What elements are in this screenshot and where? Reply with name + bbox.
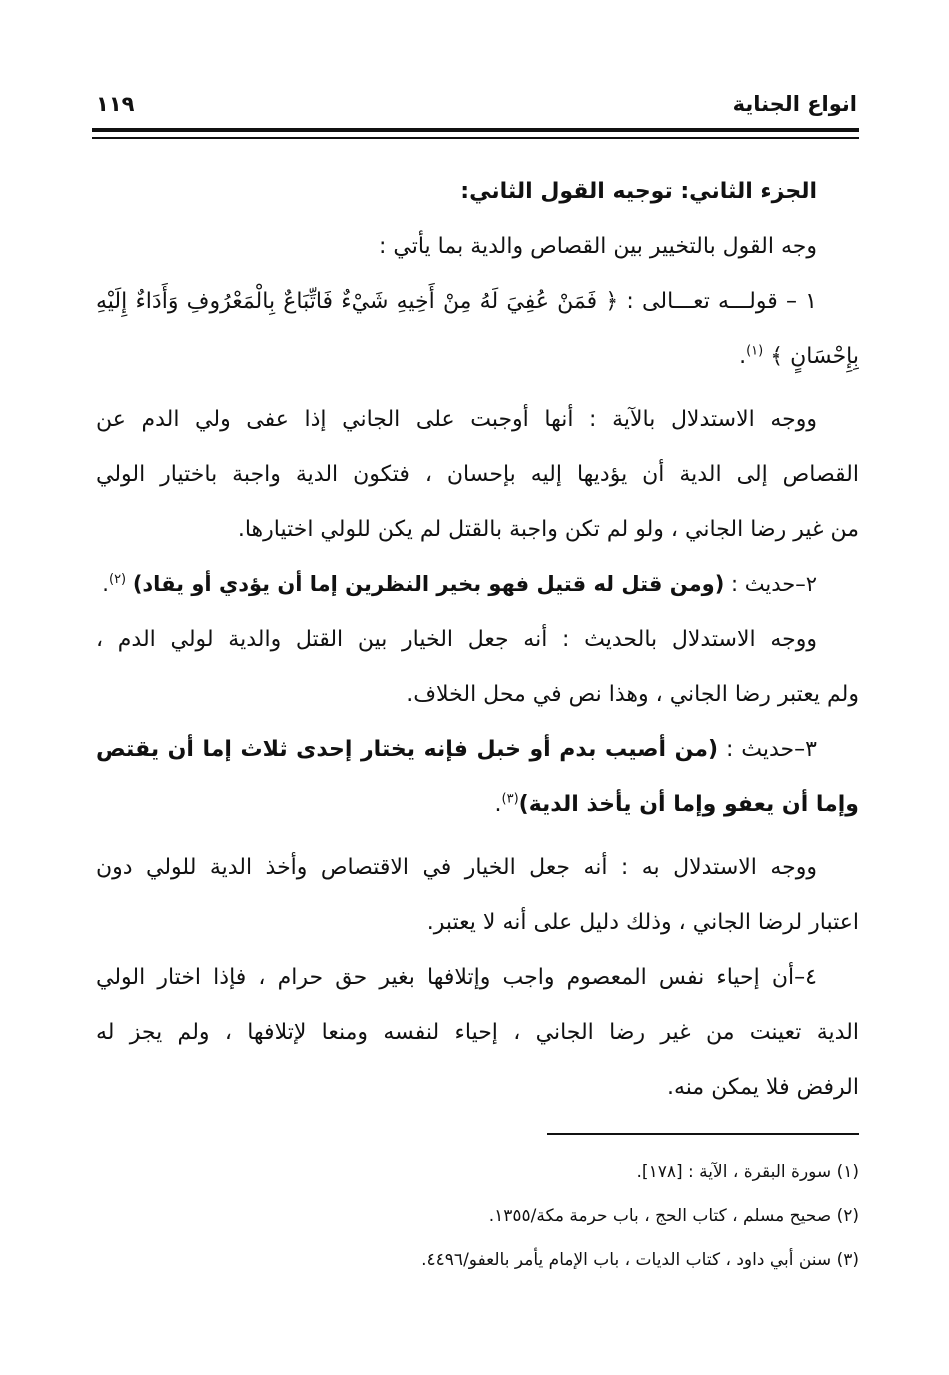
hadith-quote-3-part-2: وإما أن يعفو وإما أن يأخذ الدية) xyxy=(518,792,859,817)
page-number: ١١٩ xyxy=(96,92,135,116)
item-3-line-2 xyxy=(96,777,859,832)
item-1-line-1: ١ – قولـــه تعـــالى : ﴿ فَمَنْ عُفِيَ لَهُ مِنْ أَخِيهِ شَيْءٌ فَاتِّبَاعٌ بِالْمَعْرُوفِ وَأَدَاءٌ إِلَيْهِ xyxy=(96,289,817,314)
running-title: انواع الجناية xyxy=(732,92,857,116)
footnote-ref-1: (١) xyxy=(746,343,764,359)
main-text xyxy=(96,164,859,1115)
header-rule-thin xyxy=(92,137,859,139)
footnote-1: (١) سورة البقرة ، الآية : [١٧٨]. xyxy=(636,1162,859,1182)
paragraph-3-line-2: اعتبار لرضا الجاني ، وذلك دليل على أنه لا يعتبر. xyxy=(426,910,859,935)
paragraph-1-line-1: ووجه الاستدلال بالآية : أنها أوجبت على الجاني إذا عفى ولي الدم عن xyxy=(96,407,817,432)
paragraph-1-line-3: من غير رضا الجاني ، ولو لم تكن واجبة بالقتل لم يكن للولي اختيارها. xyxy=(237,517,859,542)
item-4-line-3: الرفض فلا يمكن منه. xyxy=(667,1075,859,1100)
quran-verse-end: بِإِحْسَانٍ ﴾ xyxy=(770,344,859,369)
item-1-period: . xyxy=(739,344,747,369)
footnote-separator xyxy=(547,1133,859,1135)
item-4-line-1: ٤–أن إحياء نفس المعصوم واجب وإتلافها بغير حق حرام ، فإذا اختار الولي xyxy=(96,965,817,990)
footnotes xyxy=(96,1150,859,1282)
item-3-line-1 xyxy=(96,722,859,777)
item-2-period: . xyxy=(102,572,109,596)
item-2 xyxy=(96,557,859,612)
hadith-quote-3-part-1: (من أصيب بدم أو خبل فإنه يختار إحدى ثلاث إما أن يقتص xyxy=(96,737,719,762)
item-2-prefix: ٢–حديث : xyxy=(724,572,817,596)
paragraph-2-line-2: ولم يعتبر رضا الجاني ، وهذا نص في محل الخلاف. xyxy=(406,682,859,707)
page-header xyxy=(96,92,857,124)
hadith-quote-2: (ومن قتل له قتيل فهو بخير النظرين إما أن يؤدي أو يقاد) xyxy=(132,572,725,596)
paragraph-3-line-1: ووجه الاستدلال به : أنه جعل الخيار في الاقتصاص وأخذ الدية للولي دون xyxy=(96,855,817,880)
section-heading: الجزء الثاني: توجيه القول الثاني: xyxy=(460,179,817,204)
paragraph-1-line-2: القصاص إلى الدية أن يؤديها إليه بإحسان ، فتكون الدية واجبة باختيار الولي xyxy=(96,462,859,487)
paragraph-2-line-1: ووجه الاستدلال بالحديث : أنه جعل الخيار بين القتل والدية لولي الدم ، xyxy=(96,627,817,652)
footnote-3: (٣) سنن أبي داود ، كتاب الديات ، باب الإمام يأمر بالعفو/٤٤٩٦. xyxy=(421,1250,859,1270)
item-3-prefix: ٣–حديث : xyxy=(718,737,817,762)
footnote-ref-2: (٢) xyxy=(108,572,127,587)
item-1-line-2 xyxy=(96,329,859,384)
footnote-2: (٢) صحيح مسلم ، كتاب الحج ، باب حرمة مكة/١٣٥٥. xyxy=(488,1206,859,1226)
header-rule-thick xyxy=(92,128,859,132)
intro-line: وجه القول بالتخيير بين القصاص والدية بما يأتي : xyxy=(378,234,817,259)
footnote-ref-3: (٣) xyxy=(501,791,519,807)
item-4-line-2: الدية تعينت من غير رضا الجاني ، إحياء لنفسه ومنعا لإتلافها ، ولم يجز له xyxy=(96,1020,859,1045)
item-3-period: . xyxy=(494,792,502,817)
